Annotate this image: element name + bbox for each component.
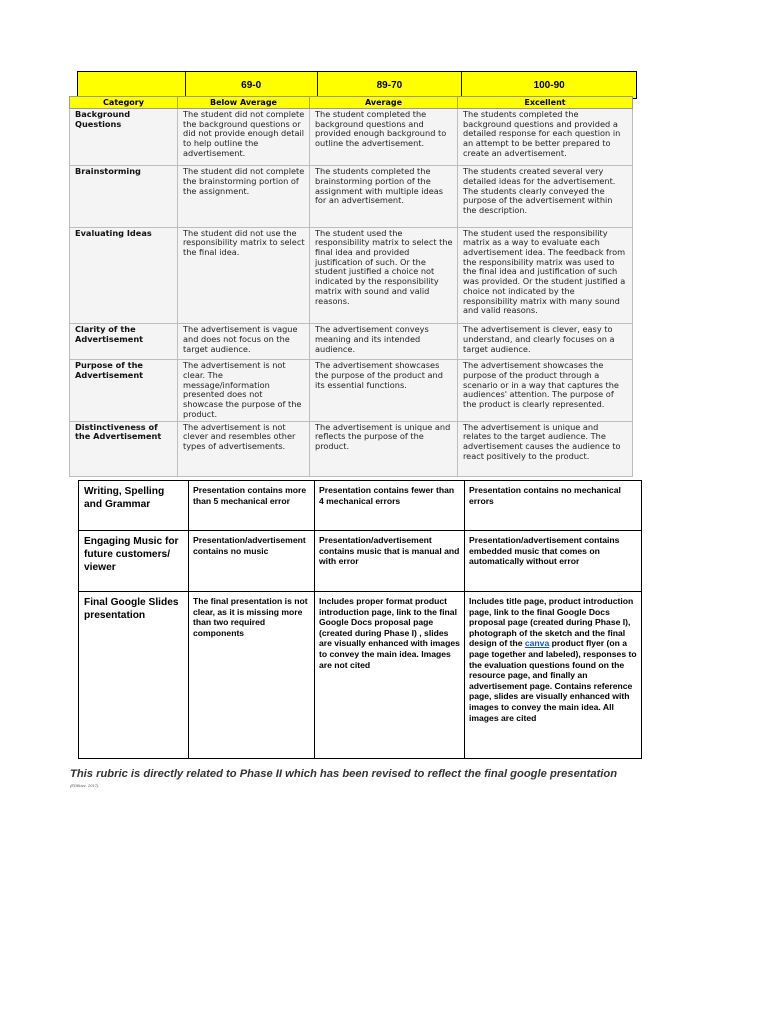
cell-below: The student did not complete the brainstorming portion of the assignment. (178, 166, 310, 227)
col-header-excellent: Excellent (458, 97, 633, 109)
table-row (70, 421, 633, 476)
cell-average: The student used the responsibility matrix to select the final idea and provided justification of such. Or the student justified a choice not indicated by the responsibility matrix with sound and valid reasons. (310, 227, 458, 324)
table-row (70, 166, 633, 227)
cell-excellent: The advertisement is clever, easy to understand, and clearly focuses on a target audience. (458, 324, 633, 360)
cell-average: The advertisement is unique and reflects the purpose of the product. (310, 421, 458, 476)
table-row (70, 109, 633, 166)
rubric-image-table (69, 96, 633, 477)
row-category: Engaging Music for future customers/ viewer (79, 531, 189, 592)
cell-below: The advertisement is vague and does not focus on the target audience. (178, 324, 310, 360)
cell-excellent: Presentation contains no mechanical errors (465, 481, 642, 531)
cell-average: The advertisement showcases the purpose of the product and its essential functions. (310, 360, 458, 421)
cell-average: Includes proper format product introduction page, link to the final Google Docs proposal page (created during Phase I) , slides are visually enhanced with images to convey the main idea. Images are not cited (315, 592, 465, 759)
score-header-below: 69-0 (185, 72, 317, 99)
cell-average: Presentation/advertisement contains music that is manual and with error (315, 531, 465, 592)
row-category: Brainstorming (70, 166, 178, 227)
col-header-below-average: Below Average (178, 97, 310, 109)
row-category: Final Google Slides presentation (79, 592, 189, 759)
cell-excellent: The students completed the background questions and provided a detailed response for each question in an attempt to be better prepared to create an advertisement. (458, 109, 633, 166)
table-row (79, 592, 642, 759)
rubric-note: This rubric is directly related to Phase II which has been revised to reflect the final google presentation (70, 768, 618, 780)
row-category: Distinctiveness of the Advertisement (70, 421, 178, 476)
cell-excellent-text-after: product flyer (on a page together and labeled), responses to the evaluation questions found on the resource page, and finally an advertisement page. Contains reference page, slides are visually enhanced with images to convey the main idea. All images are cited (469, 638, 637, 723)
score-range-header (77, 71, 637, 99)
table-row (70, 227, 633, 324)
row-category: Evaluating Ideas (70, 227, 178, 324)
table-row (79, 481, 642, 531)
cell-below: Presentation/advertisement contains no music (189, 531, 315, 592)
cell-excellent: The student used the responsibility matrix as a way to evaluate each advertisement idea. The feedback from the responsibility matrix was used to the final idea and justification of such was provided. Or the student justified a choice not indicated by the responsibility matrix with many sound and valid reasons. (458, 227, 633, 324)
cell-average: The student completed the background questions and provided enough background to outline the advertisement. (310, 109, 458, 166)
table-row (70, 360, 633, 421)
canva-link[interactable]: canva (524, 638, 550, 649)
cell-below: The student did not use the responsibility matrix to select the final idea. (178, 227, 310, 324)
cell-below: The advertisement is not clever and resembles other types of advertisements. (178, 421, 310, 476)
cell-average: The advertisement conveys meaning and its intended audience. (310, 324, 458, 360)
score-header-excellent: 100-90 (462, 72, 637, 99)
cell-average: The students completed the brainstorming portion of the assignment with multiple ideas for an advertisement. (310, 166, 458, 227)
rubric-main-table (78, 480, 642, 759)
col-header-category: Category (70, 97, 178, 109)
cell-below: Presentation contains more than 5 mechanical error (189, 481, 315, 531)
score-header-average: 89-70 (317, 72, 462, 99)
citation: (EDBuzz, 2017). (70, 783, 100, 788)
cell-excellent-text-before: Includes title page, product introduction page, link to the final Google Docs proposal page (created during Phase I), photograph of the sketch and the final design of the (469, 596, 634, 649)
cell-excellent (465, 592, 642, 759)
row-category: Purpose of the Advertisement (70, 360, 178, 421)
col-header-average: Average (310, 97, 458, 109)
cell-excellent: The advertisement showcases the purpose of the product through a scenario or in a way that captures the audiences' attention. The purpose of the product is clearly represented. (458, 360, 633, 421)
row-category: Writing, Spelling and Grammar (79, 481, 189, 531)
row-category: Background Questions (70, 109, 178, 166)
cell-excellent: The advertisement is unique and relates to the target audience. The advertisement causes the audience to react positively to the product. (458, 421, 633, 476)
table-row (79, 531, 642, 592)
cell-below: The advertisement is not clear. The message/information presented does not showcase the purpose of the product. (178, 360, 310, 421)
cell-below: The student did not complete the background questions or did not provide enough detail to help outline the advertisement. (178, 109, 310, 166)
cell-below: The final presentation is not clear, as it is missing more than two required components (189, 592, 315, 759)
table-row (70, 324, 633, 360)
cell-average: Presentation contains fewer than 4 mechanical errors (315, 481, 465, 531)
cell-excellent: Presentation/advertisement contains embedded music that comes on automatically without error (465, 531, 642, 592)
score-header-blank (78, 72, 186, 99)
row-category: Clarity of the Advertisement (70, 324, 178, 360)
cell-excellent: The students created several very detailed ideas for the advertisement. The students clearly conveyed the purpose of the advertisement within the description. (458, 166, 633, 227)
